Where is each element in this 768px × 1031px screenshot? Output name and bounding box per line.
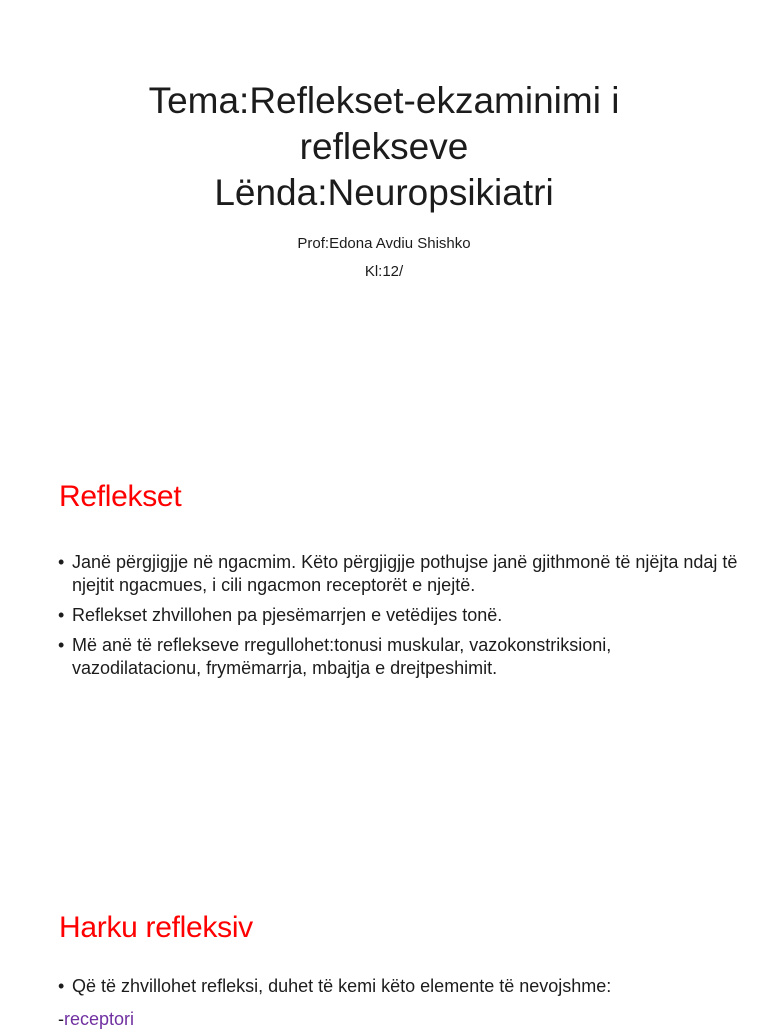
bullet-icon: • [58,635,65,655]
harku-refleksiv-slide [0,895,768,1029]
reflekset-slide [0,450,768,890]
bullet-list [58,975,738,1005]
list-item [58,604,738,627]
professor-name: Prof:Edona Avdiu Shishko [297,235,471,252]
list-item-text: Më anë të reflekseve rregullohet:tonusi muskular, vazokonstriksioni, vazodilatacionu, frymëmarrja, mbajtja e drejtpeshimit. [72,635,612,678]
list-item [58,634,738,680]
title-line-2: reflekseve [299,126,469,167]
title-slide [0,0,768,410]
list-item [58,975,738,998]
list-item [58,551,738,597]
list-item-text: Që të zhvillohet refleksi, duhet të kemi këto elemente të nevojshme: [72,976,612,996]
slide-subtitle [0,230,768,286]
bullet-icon: • [58,976,65,996]
slide-title [0,78,768,216]
title-line-3: Lënda:Neuropsikiatri [214,172,554,213]
bullet-icon: • [58,552,65,572]
bullet-list [58,551,738,687]
list-item-text: Reflekset zhvillohen pa pjesëmarrjen e vetëdijes tonë. [72,605,503,625]
dash-marker: - [58,1009,64,1029]
section-heading-harku-refleksiv: Harku refleksiv [59,911,253,944]
bullet-icon: • [58,605,65,625]
element-list-line [58,1008,134,1031]
title-line-1: Tema:Reflekset-ekzaminimi i [148,80,620,121]
section-heading-reflekset: Reflekset [59,480,182,513]
list-item-text: Janë përgjigjje në ngacmim. Këto përgjigjje pothujse janë gjithmonë të njëjta ndaj të njejtit ngacmues, i cili ngacmon receptorët e njejtë. [72,552,738,595]
class-label: Kl:12/ [364,263,404,280]
receptori-link[interactable]: receptori [64,1009,135,1029]
